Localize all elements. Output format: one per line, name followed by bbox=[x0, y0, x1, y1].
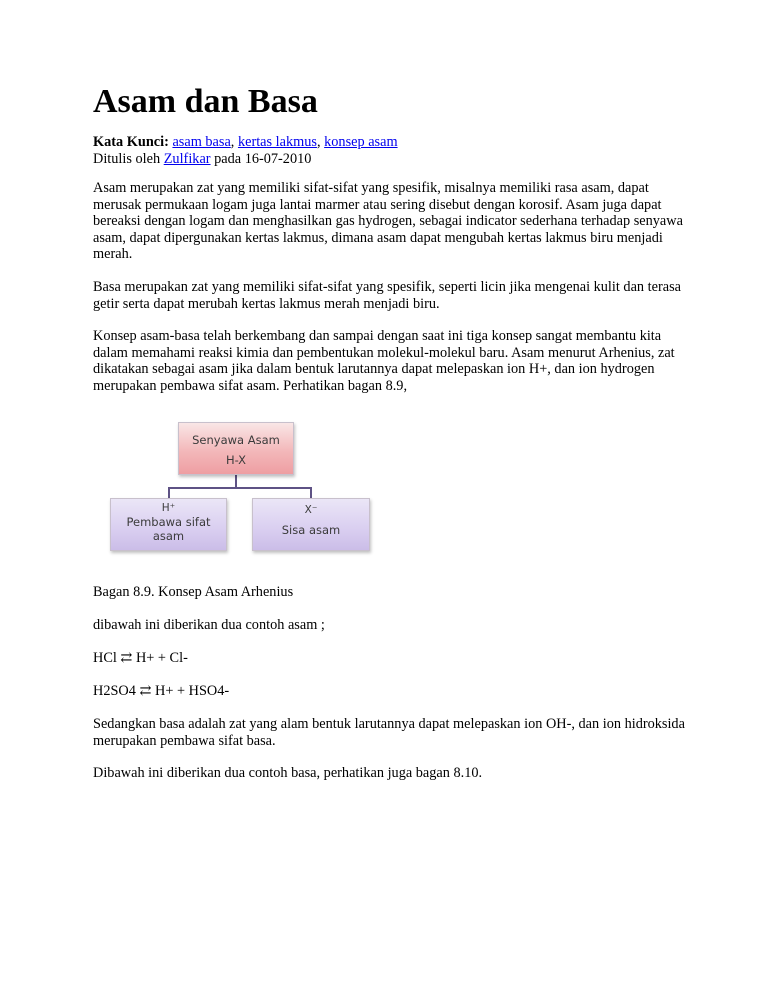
box-formula: H⁺ bbox=[161, 502, 176, 514]
box-label: Pembawa sifat bbox=[126, 515, 211, 529]
diagram-box-x-ion bbox=[252, 498, 370, 551]
equation-h2so4: H2SO4 ⇄ H+ + HSO4- bbox=[93, 683, 230, 699]
keyword-link-kertas-lakmus[interactable]: kertas lakmus bbox=[237, 134, 317, 150]
equation-hcl: HCl ⇄ H+ + Cl- bbox=[93, 650, 188, 666]
author-link[interactable]: Zulfikar bbox=[163, 150, 211, 167]
byline-prefix: Ditulis oleh bbox=[93, 150, 164, 167]
box-label: Senyawa Asam bbox=[192, 433, 280, 447]
keyword-link-asam-basa[interactable]: asam basa bbox=[172, 134, 231, 150]
article-title: Asam dan Basa bbox=[93, 83, 318, 120]
arrhenius-acid-diagram bbox=[100, 418, 392, 568]
date-prefix: pada bbox=[210, 150, 245, 167]
paragraph-base-examples: Dibawah ini diberikan dua contoh basa, perhatikan juga bagan 8.10. bbox=[93, 765, 483, 781]
box-formula: X⁻ bbox=[304, 504, 318, 516]
keyword-link-konsep-asam[interactable]: konsep asam bbox=[324, 134, 398, 150]
paragraph-basa: Basa merupakan zat yang memiliki sifat-sifat yang spesifik, seperti licin jika mengenai kulit dan terasa getir serta dapat merubah kertas lakmus merah menjadi biru. bbox=[93, 279, 681, 312]
paragraph-base-definition: Sedangkan basa adalah zat yang alam bentuk larutannya dapat melepaskan ion OH-, dan ion hidroksida merupakan pembawa sifat basa. bbox=[93, 716, 685, 749]
diagram-box-senyawa-asam bbox=[178, 422, 294, 475]
keywords-label: Kata Kunci: bbox=[93, 134, 169, 150]
diagram-connector bbox=[310, 487, 312, 498]
box-label: Sisa asam bbox=[281, 523, 341, 537]
keyword-separator: , bbox=[230, 134, 238, 150]
diagram-box-h-ion bbox=[110, 498, 227, 551]
paragraph-konsep: Konsep asam-basa telah berkembang dan sampai dengan saat ini tiga konsep sangat membantu kita dalam memahami reaksi kimia dan pembentukan molekul-molekul baru. Asam menurut Arhenius, zat dikatakan sebagai asam jika dalam bentuk larutannya dapat melepaskan ion H+, dan ion hydrogen merupakan pembawa sifat asam. Perhatikan bagan 8.9, bbox=[93, 328, 675, 394]
box-formula: H-X bbox=[225, 453, 247, 467]
paragraph-asam: Asam merupakan zat yang memiliki sifat-sifat yang spesifik, misalnya memiliki rasa asam, dapat merusak permukaan logam juga lantai marmer atau sering disebut dengan korosif. Asam juga dapat bereaksi dengan logam dan menghasilkan gas hydrogen, sebagai indicator sederhana terhadap senyawa asam, dapat dipergunakan kertas lakmus, dimana asam dapat mengubah kertas lakmus biru menjadi merah. bbox=[93, 180, 683, 262]
examples-intro: dibawah ini diberikan dua contoh asam ; bbox=[93, 617, 325, 633]
keyword-separator: , bbox=[316, 134, 325, 150]
diagram-caption: Bagan 8.9. Konsep Asam Arhenius bbox=[93, 584, 294, 600]
box-label: asam bbox=[152, 529, 185, 543]
byline bbox=[93, 151, 693, 168]
keywords-line bbox=[93, 134, 693, 151]
publish-date: 16-07-2010 bbox=[244, 150, 312, 167]
diagram-connector bbox=[168, 487, 170, 498]
diagram-connector bbox=[168, 487, 312, 489]
